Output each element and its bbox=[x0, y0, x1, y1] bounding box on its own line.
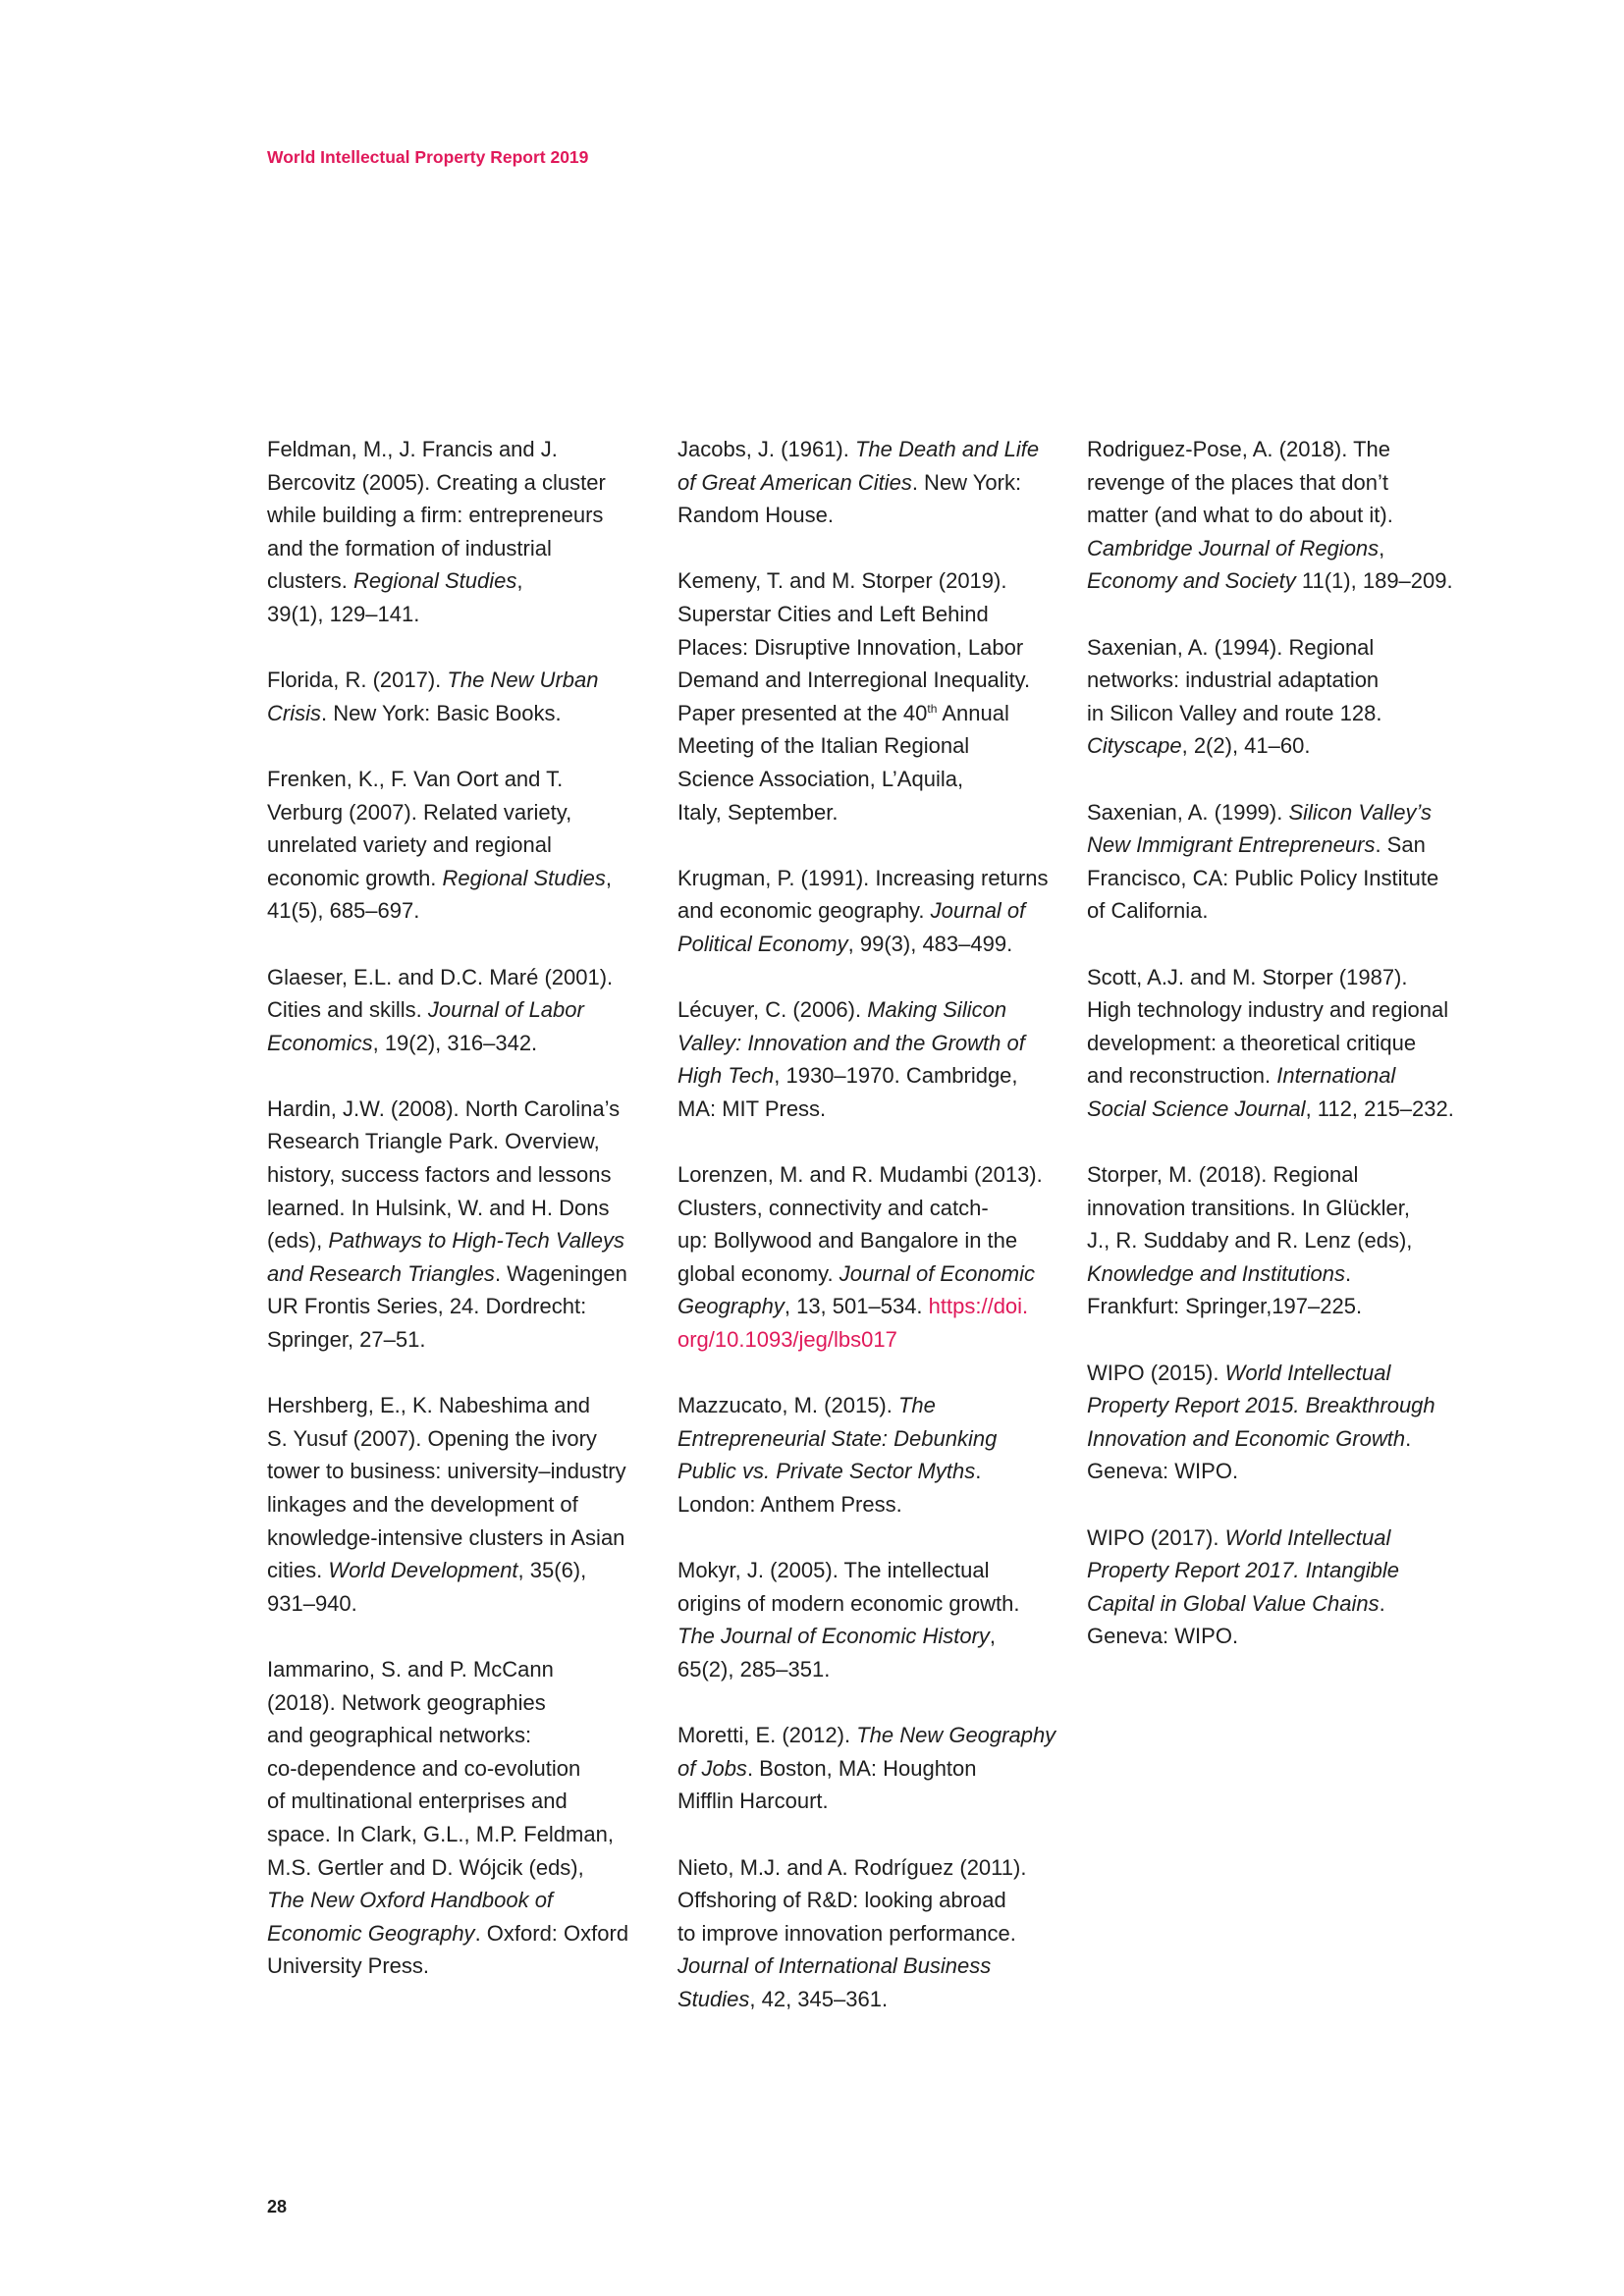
reference-text: Cambridge Journal of Regions bbox=[1087, 535, 1380, 561]
reference-text: Regional Studies bbox=[442, 865, 606, 890]
ref-mazzucato bbox=[677, 1389, 1070, 1521]
reference-text: . bbox=[1344, 1260, 1352, 1286]
reference-text: and the formation of industrial bbox=[267, 535, 552, 561]
reference-text: Frankfurt: Springer,197–225. bbox=[1087, 1294, 1363, 1319]
ref-mokyr bbox=[677, 1554, 1070, 1685]
ref-nieto bbox=[677, 1851, 1070, 2016]
reference-text: space. In Clark, G.L., M.P. Feldman, bbox=[267, 1821, 614, 1846]
reference-text: Valley: Innovation and the Growth of bbox=[677, 1030, 1025, 1055]
reference-text: , 1930–1970. Cambridge, bbox=[774, 1063, 1018, 1089]
reference-text: and geographical networks: bbox=[267, 1723, 532, 1748]
reference-text: World Development bbox=[328, 1558, 518, 1583]
reference-text: development: a theoretical critique bbox=[1087, 1030, 1417, 1055]
ordinal-superscript: th bbox=[927, 701, 938, 716]
reference-text: S. Yusuf (2007). Opening the ivory bbox=[267, 1425, 597, 1451]
reference-text: Capital in Global Value Chains bbox=[1087, 1590, 1380, 1616]
reference-column-3 bbox=[1087, 433, 1480, 1686]
reference-column-1 bbox=[267, 433, 660, 2016]
reference-text: The New Urban bbox=[447, 667, 599, 693]
reference-text: cities. bbox=[267, 1558, 329, 1583]
ref-kemeny bbox=[677, 564, 1070, 828]
reference-text: matter (and what to do about it). bbox=[1087, 503, 1393, 528]
ref-krugman bbox=[677, 862, 1070, 961]
reference-text: Knowledge and Institutions bbox=[1087, 1260, 1345, 1286]
reference-text: The Journal of Economic History bbox=[677, 1624, 990, 1649]
reference-text: Social Science Journal bbox=[1087, 1095, 1306, 1121]
reference-text: networks: industrial adaptation bbox=[1087, 667, 1380, 693]
reference-text: 11(1), 189–209. bbox=[1295, 568, 1453, 594]
ref-glaeser bbox=[267, 961, 660, 1060]
reference-text: Silicon Valley’s bbox=[1288, 799, 1432, 825]
reference-text: . bbox=[975, 1459, 982, 1484]
reference-text: Rodriguez-Pose, A. (2018). The bbox=[1087, 437, 1390, 461]
reference-text: Saxenian, A. (1994). Regional bbox=[1087, 634, 1375, 660]
reference-text: Random House. bbox=[677, 503, 834, 528]
reference-text: revenge of the places that don’t bbox=[1087, 469, 1388, 495]
reference-text: (2018). Network geographies bbox=[267, 1689, 546, 1715]
reference-text: Verburg (2007). Related variety, bbox=[267, 799, 572, 825]
reference-text: Meeting of the Italian Regional bbox=[677, 733, 970, 759]
reference-text: co-dependence and co-evolution bbox=[267, 1755, 581, 1781]
reference-text: World Intellectual bbox=[1224, 1360, 1391, 1385]
reference-text: linkages and the development of bbox=[267, 1492, 578, 1517]
ref-wipo-2017 bbox=[1087, 1522, 1480, 1653]
reference-text: Glaeser, E.L. and D.C. Maré (2001). bbox=[267, 964, 614, 989]
reference-text: , 19(2), 316–342. bbox=[372, 1030, 538, 1055]
reference-text: of Jobs bbox=[677, 1755, 747, 1781]
reference-text: Springer, 27–51. bbox=[267, 1327, 426, 1353]
reference-text: Crisis bbox=[267, 700, 321, 725]
reference-text: of Great American Cities bbox=[677, 469, 912, 495]
reference-text: Economic Geography bbox=[267, 1920, 475, 1946]
reference-text: Hershberg, E., K. Nabeshima and bbox=[267, 1393, 590, 1418]
reference-text: knowledge-intensive clusters in Asian bbox=[267, 1524, 625, 1550]
reference-text: economic growth. bbox=[267, 865, 443, 890]
reference-text: Economics bbox=[267, 1030, 373, 1055]
reference-text: in Silicon Valley and route 128. bbox=[1087, 700, 1382, 725]
reference-text: Regional Studies bbox=[353, 568, 517, 594]
doi-link[interactable]: https://doi. bbox=[928, 1294, 1029, 1319]
reference-text: Political Economy bbox=[677, 931, 848, 956]
reference-text: WIPO (2015). bbox=[1087, 1360, 1225, 1385]
reference-text: of multinational enterprises and bbox=[267, 1789, 568, 1814]
ref-wipo-2015 bbox=[1087, 1357, 1480, 1488]
reference-text: Cities and skills. bbox=[267, 997, 428, 1023]
reference-text: High technology industry and regional bbox=[1087, 997, 1449, 1023]
reference-text: Iammarino, S. and P. McCann bbox=[267, 1656, 554, 1682]
reference-text: , 2(2), 41–60. bbox=[1181, 733, 1311, 759]
reference-text: J., R. Suddaby and R. Lenz (eds), bbox=[1087, 1228, 1413, 1254]
reference-text: Hardin, J.W. (2008). North Carolina’s bbox=[267, 1095, 621, 1121]
reference-column-2 bbox=[677, 433, 1070, 2049]
reference-text: Studies bbox=[677, 1986, 750, 2011]
reference-text: . Wageningen bbox=[494, 1260, 627, 1286]
reference-text: unrelated variety and regional bbox=[267, 832, 552, 858]
reference-text: London: Anthem Press. bbox=[677, 1492, 902, 1517]
reference-text: 39(1), 129–141. bbox=[267, 601, 420, 626]
reference-text: , bbox=[989, 1624, 997, 1649]
reference-text: Places: Disruptive Innovation, Labor bbox=[677, 634, 1024, 660]
reference-text: Annual bbox=[937, 700, 1009, 725]
ref-rodriguez-pose bbox=[1087, 433, 1480, 598]
reference-text: Kemeny, T. and M. Storper (2019). bbox=[677, 568, 1007, 594]
reference-text: Jacobs, J. (1961). bbox=[677, 437, 855, 461]
reference-text: New Immigrant Entrepreneurs bbox=[1087, 832, 1376, 858]
reference-text: , 99(3), 483–499. bbox=[847, 931, 1013, 956]
reference-text: Science Association, L’Aquila, bbox=[677, 766, 964, 791]
ref-lecuyer bbox=[677, 993, 1070, 1125]
reference-text: Public vs. Private Sector Myths bbox=[677, 1459, 976, 1484]
reference-text: Journal of Economic bbox=[839, 1260, 1036, 1286]
reference-text: M.S. Gertler and D. Wójcik (eds), bbox=[267, 1854, 584, 1880]
reference-text: Scott, A.J. and M. Storper (1987). bbox=[1087, 964, 1408, 989]
reference-text: Making Silicon bbox=[867, 997, 1007, 1023]
reference-text: Superstar Cities and Left Behind bbox=[677, 601, 989, 626]
reference-text: University Press. bbox=[267, 1953, 430, 1979]
ref-saxenian-1994 bbox=[1087, 631, 1480, 763]
reference-text: Economy and Society bbox=[1087, 568, 1296, 594]
reference-text: Mazzucato, M. (2015). bbox=[677, 1393, 898, 1418]
reference-text: 65(2), 285–351. bbox=[677, 1656, 831, 1682]
reference-text: Journal of bbox=[930, 898, 1026, 924]
ref-hershberg bbox=[267, 1389, 660, 1620]
ref-florida bbox=[267, 664, 660, 729]
reference-text: WIPO (2017). bbox=[1087, 1524, 1225, 1550]
reference-text: Lorenzen, M. and R. Mudambi (2013). bbox=[677, 1162, 1043, 1188]
ref-feldman bbox=[267, 433, 660, 631]
reference-text: . New York: bbox=[911, 469, 1022, 495]
reference-text: while building a firm: entrepreneurs bbox=[267, 503, 604, 528]
running-head-title: World Intellectual Property Report 2019 bbox=[267, 147, 589, 167]
reference-text: Krugman, P. (1991). Increasing returns bbox=[677, 865, 1049, 890]
reference-text: origins of modern economic growth. bbox=[677, 1590, 1020, 1616]
ref-jacobs bbox=[677, 433, 1070, 532]
reference-text: learned. In Hulsink, W. and H. Dons bbox=[267, 1195, 610, 1220]
reference-text: Property Report 2015. Breakthrough bbox=[1087, 1393, 1435, 1418]
reference-text: 931–940. bbox=[267, 1590, 357, 1616]
reference-text: (eds), bbox=[267, 1228, 329, 1254]
reference-text: Research Triangle Park. Overview, bbox=[267, 1129, 600, 1154]
reference-text: . San bbox=[1375, 832, 1426, 858]
reference-text: Storper, M. (2018). Regional bbox=[1087, 1162, 1359, 1188]
reference-text: . Oxford: Oxford bbox=[474, 1920, 629, 1946]
reference-text: Italy, September. bbox=[677, 799, 839, 825]
reference-text: The New Geography bbox=[856, 1723, 1056, 1748]
reference-text: . bbox=[1379, 1590, 1385, 1616]
doi-link[interactable]: org/10.1093/jeg/lbs017 bbox=[677, 1327, 897, 1353]
reference-text: Offshoring of R&D: looking abroad bbox=[677, 1888, 1006, 1913]
reference-text: tower to business: university–industry bbox=[267, 1459, 626, 1484]
ref-storper bbox=[1087, 1158, 1480, 1323]
reference-text: . Boston, MA: Houghton bbox=[746, 1755, 977, 1781]
reference-text: Cityscape bbox=[1087, 733, 1182, 759]
reference-text: , 35(6), bbox=[517, 1558, 587, 1583]
reference-text: Demand and Interregional Inequality. bbox=[677, 667, 1031, 693]
reference-text: . New York: Basic Books. bbox=[321, 700, 562, 725]
reference-text: and Research Triangles bbox=[267, 1260, 495, 1286]
reference-text: Feldman, M., J. Francis and J. bbox=[267, 437, 558, 461]
reference-text: Geneva: WIPO. bbox=[1087, 1624, 1239, 1649]
ref-scott bbox=[1087, 961, 1480, 1126]
reference-text: Lécuyer, C. (2006). bbox=[677, 997, 868, 1023]
ref-hardin bbox=[267, 1093, 660, 1357]
ref-lorenzen bbox=[677, 1158, 1070, 1357]
reference-text: Bercovitz (2005). Creating a cluster bbox=[267, 469, 606, 495]
reference-text: Mokyr, J. (2005). The intellectual bbox=[677, 1558, 990, 1583]
reference-text: Nieto, M.J. and A. Rodríguez (2011). bbox=[677, 1854, 1027, 1880]
reference-text: clusters. bbox=[267, 568, 354, 594]
page-number: 28 bbox=[267, 2197, 288, 2216]
reference-text: Innovation and Economic Growth bbox=[1087, 1425, 1406, 1451]
reference-text: Pathways to High-Tech Valleys bbox=[328, 1228, 624, 1254]
reference-text: 41(5), 685–697. bbox=[267, 898, 420, 924]
reference-text: history, success factors and lessons bbox=[267, 1162, 612, 1188]
reference-text: The bbox=[897, 1393, 936, 1418]
reference-text: up: Bollywood and Bangalore in the bbox=[677, 1228, 1018, 1254]
ref-saxenian-1999 bbox=[1087, 796, 1480, 928]
reference-text: The New Oxford Handbook of bbox=[267, 1888, 554, 1913]
ref-frenken bbox=[267, 763, 660, 928]
reference-text: Mifflin Harcourt. bbox=[677, 1789, 829, 1814]
reference-text: Geneva: WIPO. bbox=[1087, 1459, 1239, 1484]
ref-moretti bbox=[677, 1719, 1070, 1818]
reference-text: Geography bbox=[677, 1294, 785, 1319]
reference-text: High Tech bbox=[677, 1063, 775, 1089]
reference-text: global economy. bbox=[677, 1260, 839, 1286]
reference-text: , bbox=[1379, 535, 1385, 561]
reference-text: Paper presented at the 40 bbox=[677, 700, 928, 725]
reference-text: Entrepreneurial State: Debunking bbox=[677, 1425, 998, 1451]
reference-text: World Intellectual bbox=[1224, 1524, 1391, 1550]
reference-text: Journal of Labor bbox=[427, 997, 584, 1023]
reference-text: , bbox=[605, 865, 612, 890]
reference-text: Saxenian, A. (1999). bbox=[1087, 799, 1289, 825]
reference-text: The Death and Life bbox=[854, 437, 1040, 461]
reference-text: Francisco, CA: Public Policy Institute bbox=[1087, 865, 1439, 890]
reference-text: . bbox=[1405, 1425, 1412, 1451]
ref-iammarino bbox=[267, 1653, 660, 1983]
reference-text: UR Frontis Series, 24. Dordrecht: bbox=[267, 1294, 587, 1319]
reference-text: Clusters, connectivity and catch- bbox=[677, 1195, 989, 1220]
reference-text: innovation transitions. In Glückler, bbox=[1087, 1195, 1410, 1220]
reference-text: International bbox=[1276, 1063, 1396, 1089]
reference-text: Moretti, E. (2012). bbox=[677, 1723, 857, 1748]
reference-text: and economic geography. bbox=[677, 898, 931, 924]
reference-text: , 112, 215–232. bbox=[1305, 1095, 1454, 1121]
reference-text: and reconstruction. bbox=[1087, 1063, 1277, 1089]
reference-text: , bbox=[516, 568, 523, 594]
reference-text: Property Report 2017. Intangible bbox=[1087, 1558, 1399, 1583]
reference-text: MA: MIT Press. bbox=[677, 1095, 827, 1121]
reference-text: to improve innovation performance. bbox=[677, 1920, 1016, 1946]
reference-text: , 42, 345–361. bbox=[749, 1986, 889, 2011]
reference-text: Frenken, K., F. Van Oort and T. bbox=[267, 766, 564, 791]
reference-text: , 13, 501–534. bbox=[784, 1294, 929, 1319]
reference-text: Florida, R. (2017). bbox=[267, 667, 448, 693]
reference-text: of California. bbox=[1087, 898, 1209, 924]
reference-text: Journal of International Business bbox=[677, 1953, 992, 1979]
